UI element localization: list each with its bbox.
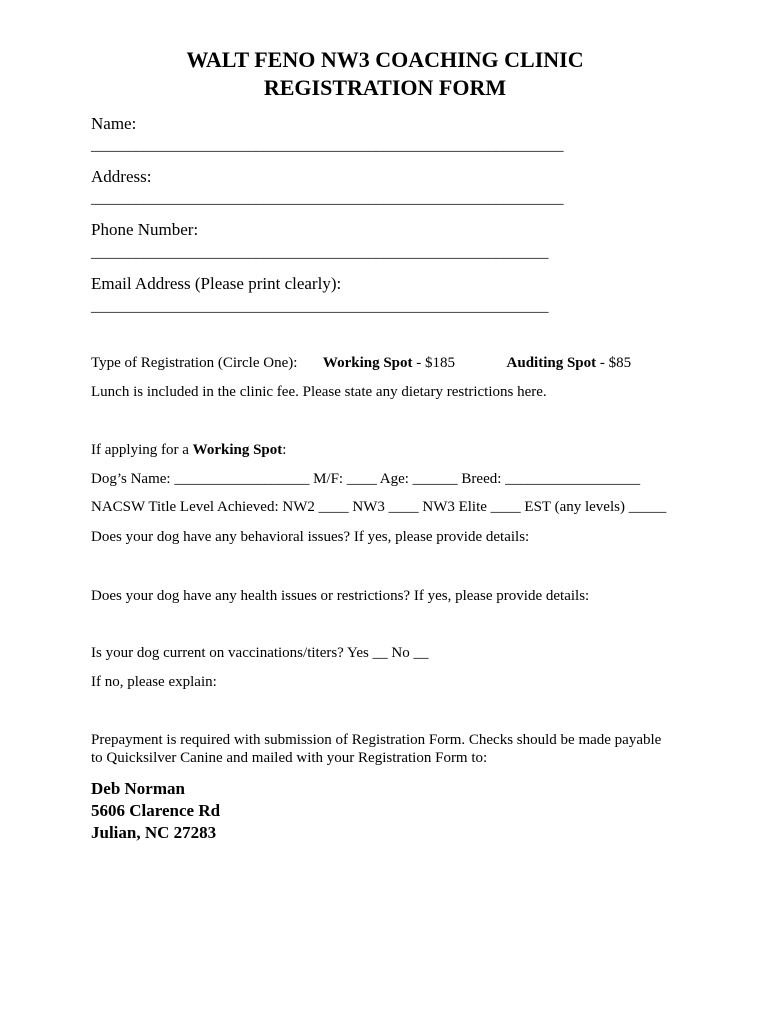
phone-label: Phone Number:	[91, 220, 199, 239]
title-line-2: REGISTRATION FORM	[263, 75, 507, 100]
dog-info-line[interactable]: Dog’s Name: __________________ M/F: ____ Age: ______ Breed: __________________	[91, 471, 641, 487]
intro-bold: Working Spot	[192, 442, 283, 458]
payment-line-2: to Quicksilver Canine and mailed with your Registration Form to:	[91, 750, 488, 766]
email-label: Email Address (Please print clearly):	[91, 274, 342, 293]
mail-to-street: 5606 Clarence Rd	[91, 801, 221, 820]
title-level-line[interactable]: NACSW Title Level Achieved: NW2 ____ NW3 ____ NW3 Elite ____ EST (any levels) _____	[91, 499, 667, 515]
vaccination-question[interactable]: Is your dog current on vaccinations/titers? Yes __ No __	[91, 645, 429, 661]
auditing-spot-label: Auditing Spot	[506, 355, 597, 371]
health-question: Does your dog have any health issues or restrictions? If yes, please provide details:	[91, 588, 590, 604]
working-spot-label: Working Spot	[322, 355, 413, 371]
lunch-note: Lunch is included in the clinic fee. Please state any dietary restrictions here.	[91, 384, 547, 400]
working-spot-price: - $185	[412, 355, 456, 371]
working-spot-option[interactable]	[323, 355, 455, 371]
address-label: Address:	[91, 167, 152, 186]
email-field[interactable]: _____________________________________________________________	[91, 299, 549, 315]
if-no-explain: If no, please explain:	[91, 674, 217, 690]
mail-to-city: Julian, NC 27283	[91, 823, 217, 842]
auditing-spot-option[interactable]	[507, 355, 632, 371]
address-field[interactable]: _______________________________________________________________	[91, 191, 564, 207]
behavioral-question: Does your dog have any behavioral issues? If yes, please provide details:	[91, 529, 530, 545]
mail-to-name: Deb Norman	[91, 779, 185, 798]
phone-field[interactable]: _____________________________________________________________	[91, 245, 549, 261]
registration-type-label: Type of Registration (Circle One):	[91, 355, 298, 371]
name-field[interactable]: _______________________________________________________________	[91, 138, 564, 154]
registration-type-row	[91, 355, 631, 372]
intro-prefix: If applying for a	[91, 442, 193, 458]
auditing-spot-price: - $85	[596, 355, 632, 371]
payment-line-1: Prepayment is required with submission of Registration Form. Checks should be made payable	[91, 732, 662, 748]
intro-suffix: :	[282, 442, 287, 458]
working-spot-intro	[91, 442, 286, 459]
name-label: Name:	[91, 114, 137, 133]
title-line-1: WALT FENO NW3 COACHING CLINIC	[186, 47, 584, 72]
